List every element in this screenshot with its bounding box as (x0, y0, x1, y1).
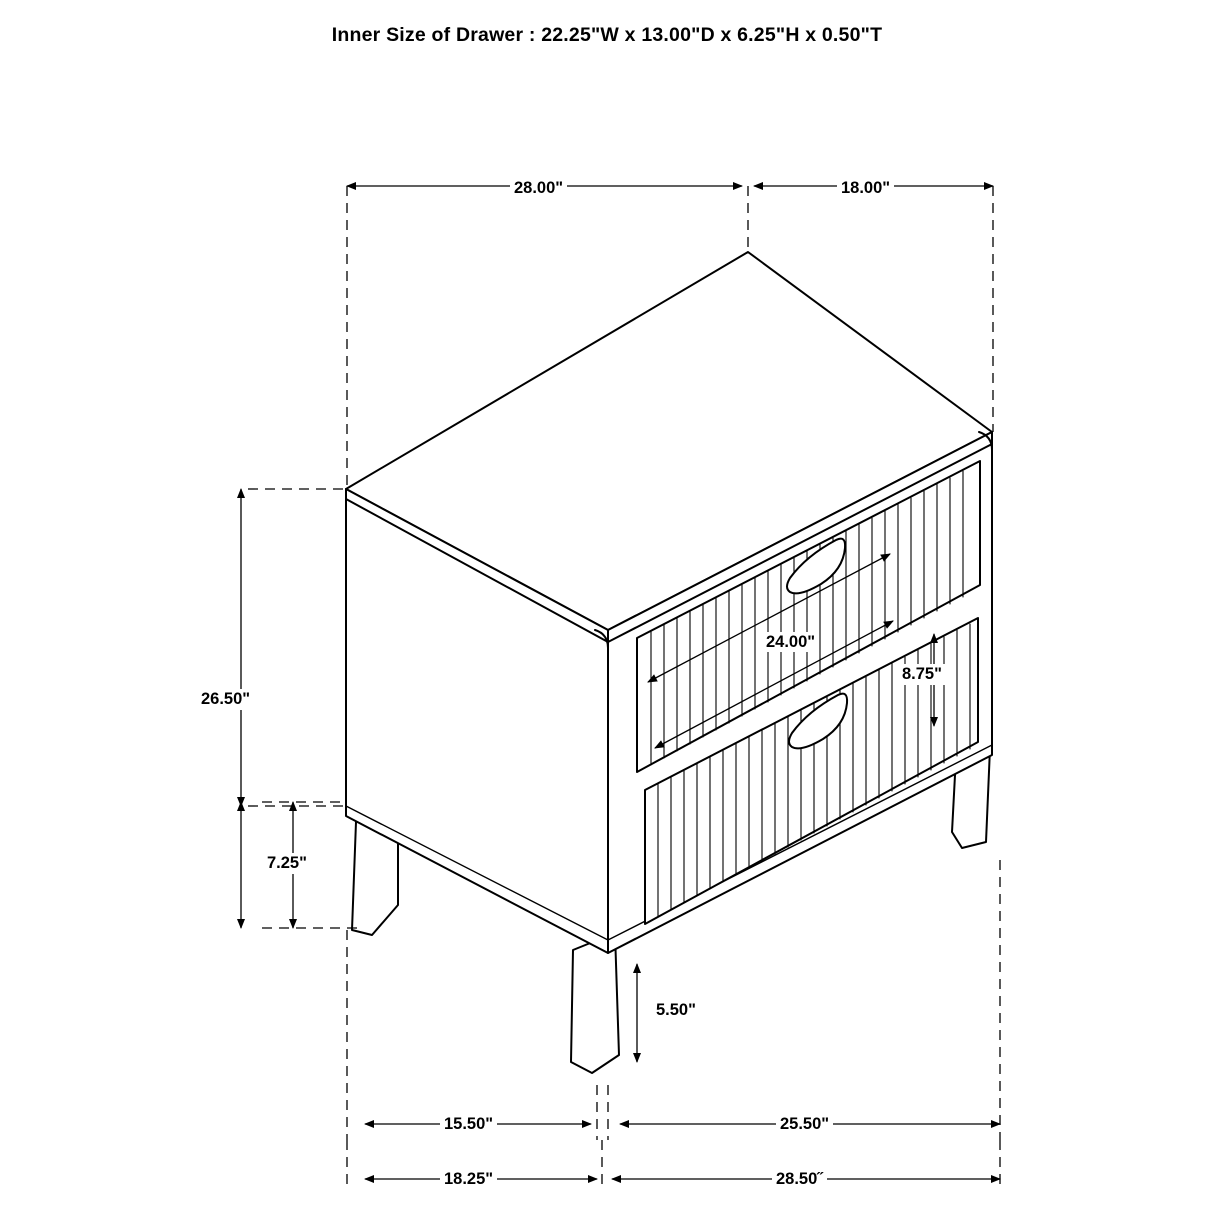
dim-label-top-right-depth: 18.00" (837, 178, 894, 198)
page-title: Inner Size of Drawer : 22.25"W x 13.00"D x 6.25"H x 0.50"T (331, 24, 883, 46)
dim-label-base-right-span: 28.50˝ (772, 1169, 827, 1189)
dim-label-bottom-right-span: 25.50" (776, 1114, 833, 1134)
dim-label-bottom-left-span: 15.50" (440, 1114, 497, 1134)
dim-label-overall-height: 26.50" (198, 689, 253, 710)
dim-label-base-left-span: 18.25" (440, 1169, 497, 1189)
dim-label-drawer-front-width: 24.00" (762, 632, 819, 652)
dim-label-lower-clearance: 7.25" (264, 853, 310, 874)
dim-label-leg-height: 5.50" (652, 1000, 700, 1020)
dim-label-drawer-height: 8.75" (899, 664, 945, 685)
dim-label-top-left-width: 28.00" (510, 178, 567, 198)
